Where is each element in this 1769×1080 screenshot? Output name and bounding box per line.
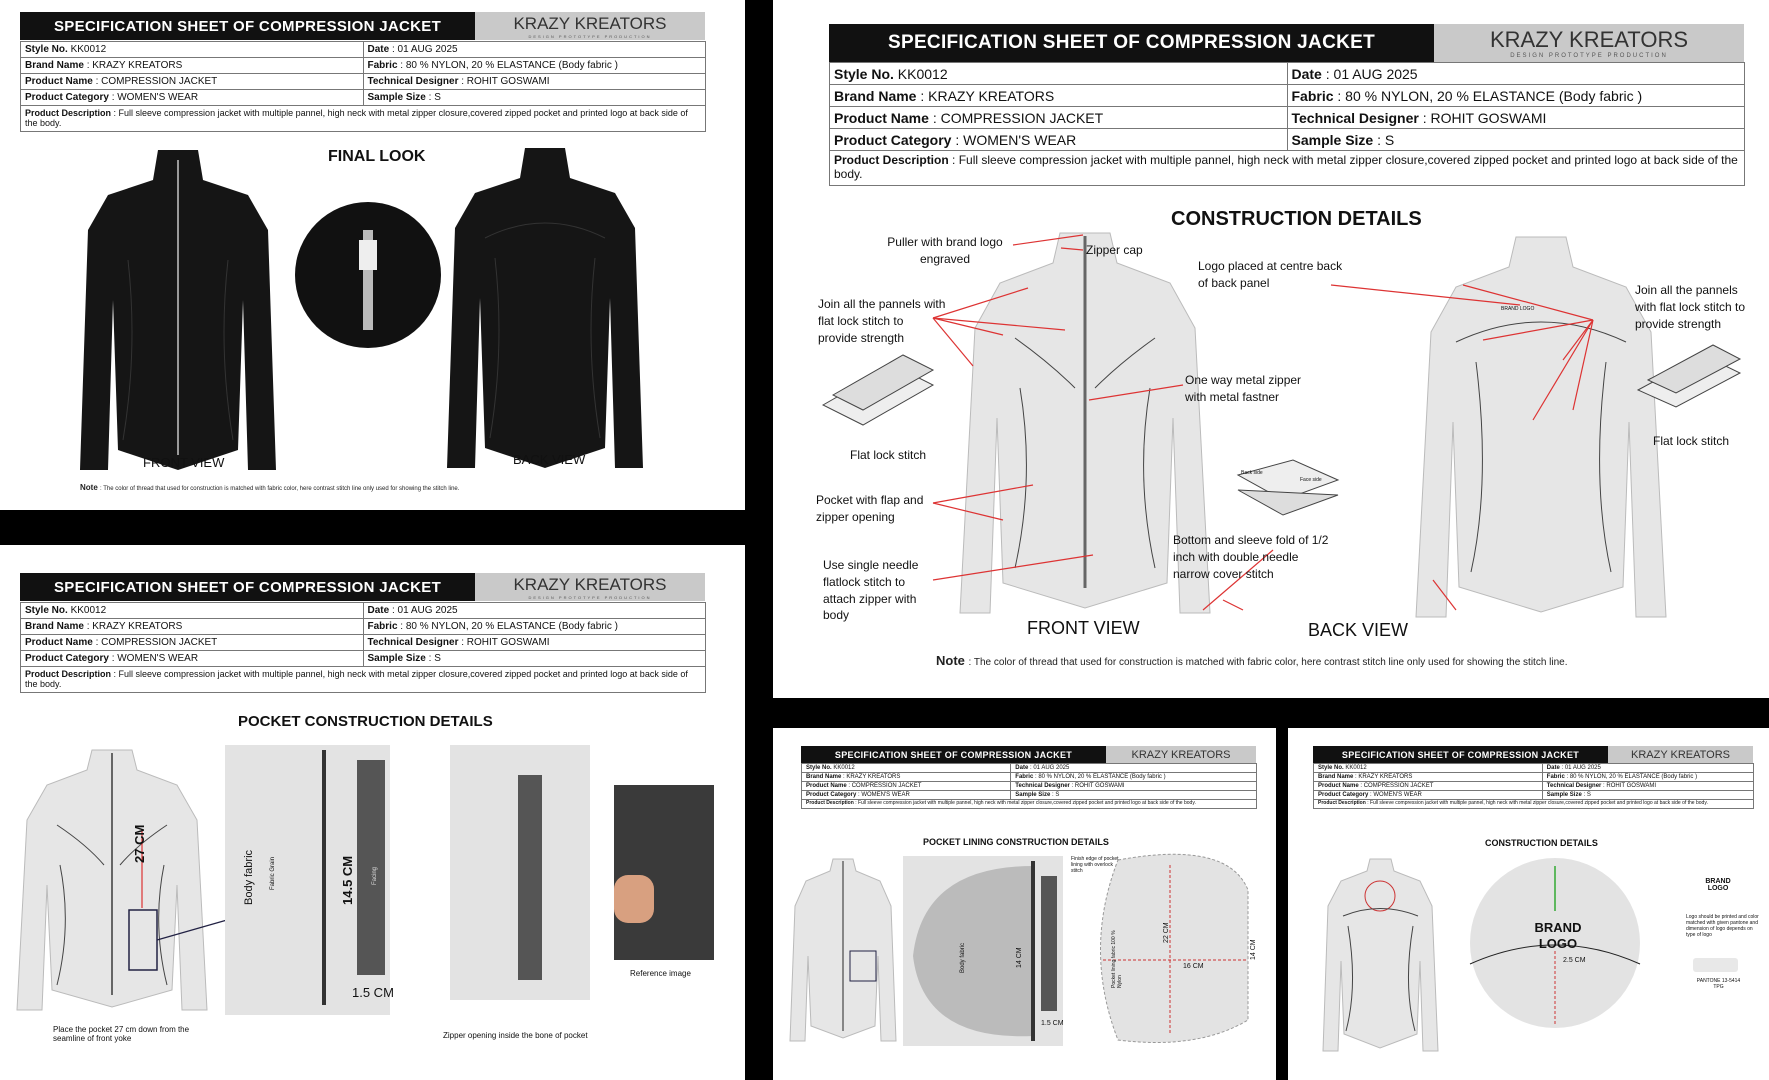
zipper-bone: [518, 775, 542, 980]
callout-puller: Puller with brand logo engraved: [887, 235, 1003, 266]
section-heading: CONSTRUCTION DETAILS: [1485, 838, 1598, 848]
back-view-label: BACK VIEW: [513, 452, 586, 467]
spec-table: Style No. KK0012 Date : 01 AUG 2025 Brand Name : KRAZY KREATORS Fabric : 80 % NYLON, 20 % ELASTANCE (Body fabric ) Product Name : COMPRESSION JACKET Technical Designer : ROHIT GOSWAMI Product Category : WOMEN'S WEAR Sample Size : S Product Description : Full sleeve compression jacket with multiple pannel, high neck with metal zipper closure,covered zipped pocket and printed logo at back side of the body.: [801, 763, 1257, 809]
sheet-logo-construction: [1288, 728, 1769, 1080]
brand-name: KRAZY KREATORS: [513, 13, 667, 33]
sheet-construction-details: [773, 0, 1769, 698]
section-heading: POCKET LINING CONSTRUCTION DETAILS: [923, 837, 1109, 847]
lining-body-fabric-label: Body fabric: [960, 942, 966, 973]
callout-one-way-zipper: One way metal zipper with metal fastner: [1185, 373, 1302, 404]
callout-flatlock-front: Flat lock stitch: [850, 448, 927, 462]
measure-22cm: 22 CM: [1163, 922, 1170, 943]
measure-14cm: 14 CM: [1016, 947, 1023, 968]
sheet-header: [20, 573, 705, 601]
section-heading: POCKET CONSTRUCTION DETAILS: [238, 713, 493, 730]
callout-single-needle: Use single needle flatlock stitch to attach zipper with body: [823, 558, 919, 623]
front-view-label: FRONT VIEW: [1027, 618, 1140, 638]
callout-join-front: Join all the pannels with flat lock stitch to provide strength: [818, 297, 946, 345]
pantone-swatch: [1693, 958, 1738, 972]
sheet-title: SPECIFICATION SHEET OF COMPRESSION JACKET: [1313, 746, 1608, 763]
front-view-label: FRONT VIEW: [143, 455, 225, 470]
pantone-label: PANTONE 13-5414 TPG: [1696, 978, 1741, 990]
sheet-note: Note : The color of thread that used for construction is matched with fabric color, here contrast stitch line only used for showing the stitch line.: [936, 653, 1568, 668]
back-view-label: BACK VIEW: [1308, 620, 1409, 640]
callout-flatlock-back: Flat lock stitch: [1653, 434, 1730, 448]
facing-label: Facing: [372, 866, 378, 885]
section-heading: CONSTRUCTION DETAILS: [1171, 208, 1422, 230]
sheet-final-look: [0, 0, 745, 510]
callout-bottom-fold: Bottom and sleeve fold of 1/2 inch with double needle narrow cover stitch: [1173, 533, 1329, 581]
measure-145cm: 14.5 CM: [340, 855, 355, 905]
zipper-closeup: [293, 200, 443, 350]
sheet-pocket-lining: [773, 728, 1276, 1080]
sheet-title: SPECIFICATION SHEET OF COMPRESSION JACKET: [20, 573, 475, 601]
measure-16cm: 16 CM: [1183, 963, 1204, 970]
sheet-header: [801, 746, 1256, 763]
brand-name: KRAZY KREATORS: [1489, 27, 1689, 52]
jacket-back-logo: [1318, 856, 1443, 1056]
brand-logo-side: BRAND LOGO: [1705, 878, 1731, 892]
back-side-label: Back side: [1241, 470, 1263, 476]
measure-15cm: 1.5 CM: [1041, 1020, 1064, 1027]
measure-25cm: 2.5 CM: [1563, 957, 1586, 964]
brand-sub: DESIGN PROTOTYPE PRODUCTION: [528, 594, 652, 600]
jacket-back-dark: [445, 148, 645, 478]
reference-label: Reference image: [630, 969, 691, 978]
zipper-note: Zipper opening inside the bone of pocket: [443, 1031, 588, 1040]
sheet-title: SPECIFICATION SHEET OF COMPRESSION JACKET: [829, 24, 1434, 62]
spec-table: Style No. KK0012 Date : 01 AUG 2025 Brand Name : KRAZY KREATORS Fabric : 80 % NYLON, 20 % ELASTANCE (Body fabric ) Product Name : COMPRESSION JACKET Technical Designer : ROHIT GOSWAMI Product Category : WOMEN'S WEAR Sample Size : S Product Description : Full sleeve compression jacket with multiple pannel, high neck with metal zipper closure,covered zipped pocket and printed logo at back side of the body.: [20, 602, 706, 693]
brand-logo-small: BRAND LOGO: [1501, 306, 1535, 312]
lining-body-fabric: [903, 856, 1063, 1046]
reference-finger: [614, 875, 654, 923]
callout-pocket: Pocket with flap and zipper opening: [816, 493, 924, 524]
pocket-zip-strip: [322, 750, 326, 1005]
jacket-front-lining: [788, 856, 898, 1046]
measure-27cm: 27 CM: [132, 824, 147, 863]
brand-block: [475, 12, 705, 40]
lining-fabric-label: Pocket lining fabric 100 % Nylon: [1111, 930, 1123, 988]
body-fabric-label: Body fabric: [243, 849, 255, 905]
place-note: Place the pocket 27 cm down from the seamline of front yoke: [53, 1025, 190, 1043]
lining-shape: [1078, 850, 1258, 1050]
brand-name: KRAZY KREATORS: [1131, 748, 1231, 761]
spec-table: Style No. KK0012 Date : 01 AUG 2025 Brand Name : KRAZY KREATORS Fabric : 80 % NYLON, 20 % ELASTANCE (Body fabric ) Product Name : COMPRESSION JACKET Technical Designer : ROHIT GOSWAMI Product Category : WOMEN'S WEAR Sample Size : S Product Description : Full sleeve compression jacket with multiple pannel, high neck with metal zipper closure,covered zipped pocket and printed logo at back side of the body.: [1313, 763, 1754, 809]
reference-photo: [614, 785, 714, 960]
brand-block: [1608, 746, 1753, 763]
sheet-header: [20, 12, 705, 40]
brand-sub: DESIGN PROTOTYPE PRODUCTION: [528, 33, 652, 39]
logo-note: Logo should be printed and color matched with given pantone and dimension of logo depends on type of logo: [1686, 914, 1759, 938]
pocket-facing: [357, 760, 385, 975]
sheet-title: SPECIFICATION SHEET OF COMPRESSION JACKET: [20, 12, 475, 40]
measure-15cm: 1.5 CM: [352, 985, 394, 1000]
spec-table: Style No. KK0012 Date : 01 AUG 2025 Brand Name : KRAZY KREATORS Fabric : 80 % NYLON, 20 % ELASTANCE (Body fabric ) Product Name : COMPRESSION JACKET Technical Designer : ROHIT GOSWAMI Product Category : WOMEN'S WEAR Sample Size : S Product Description : Full sleeve compression jacket with multiple pannel, high neck with metal zipper closure,covered zipped pocket and printed logo at back side of the body.: [829, 62, 1745, 186]
finish-edge-note: Finish edge of pocket lining with overlock stitch: [1071, 856, 1119, 874]
brand-sub: DESIGN PROTOTYPE PRODUCTION: [1510, 53, 1668, 59]
fabric-grain-label: Fabric Grain: [270, 856, 276, 890]
sheet-note: Note : The color of thread that used for construction is matched with fabric color, here contrast stitch line only used for showing the stitch line.: [80, 483, 460, 492]
brand-logo-center: BRAND LOGO: [1534, 920, 1582, 951]
callout-zipper-cap: Zipper cap: [1086, 243, 1143, 257]
brand-block: [1106, 746, 1256, 763]
section-heading: FINAL LOOK: [328, 148, 426, 165]
jacket-front-dark: [78, 150, 278, 480]
face-side-label: Face side: [1300, 477, 1322, 483]
sheet-pocket-construction: [0, 545, 745, 1080]
callout-logo-back: Logo placed at centre back of back panel: [1198, 259, 1343, 290]
callout-join-back: Join all the pannels with flat lock stitch to provide strength: [1635, 283, 1746, 331]
brand-name: KRAZY KREATORS: [513, 574, 667, 594]
sheet-header: [1313, 746, 1753, 763]
spec-table: Style No. KK0012 Date : 01 AUG 2025 Brand Name : KRAZY KREATORS Fabric : 80 % NYLON, 20 % ELASTANCE (Body fabric ) Product Name : COMPRESSION JACKET Technical Designer : ROHIT GOSWAMI Product Category : WOMEN'S WEAR Sample Size : S Product Description : Full sleeve compression jacket with multiple pannel, high neck with metal zipper closure,covered zipped pocket and printed logo at back side of the body.: [20, 41, 706, 132]
brand-name: KRAZY KREATORS: [1630, 748, 1731, 761]
measure-14cm-b: 14 CM: [1250, 939, 1257, 960]
brand-block: [475, 573, 705, 601]
jacket-front-pocket: [12, 745, 212, 1015]
sheet-title: SPECIFICATION SHEET OF COMPRESSION JACKET: [801, 746, 1106, 763]
